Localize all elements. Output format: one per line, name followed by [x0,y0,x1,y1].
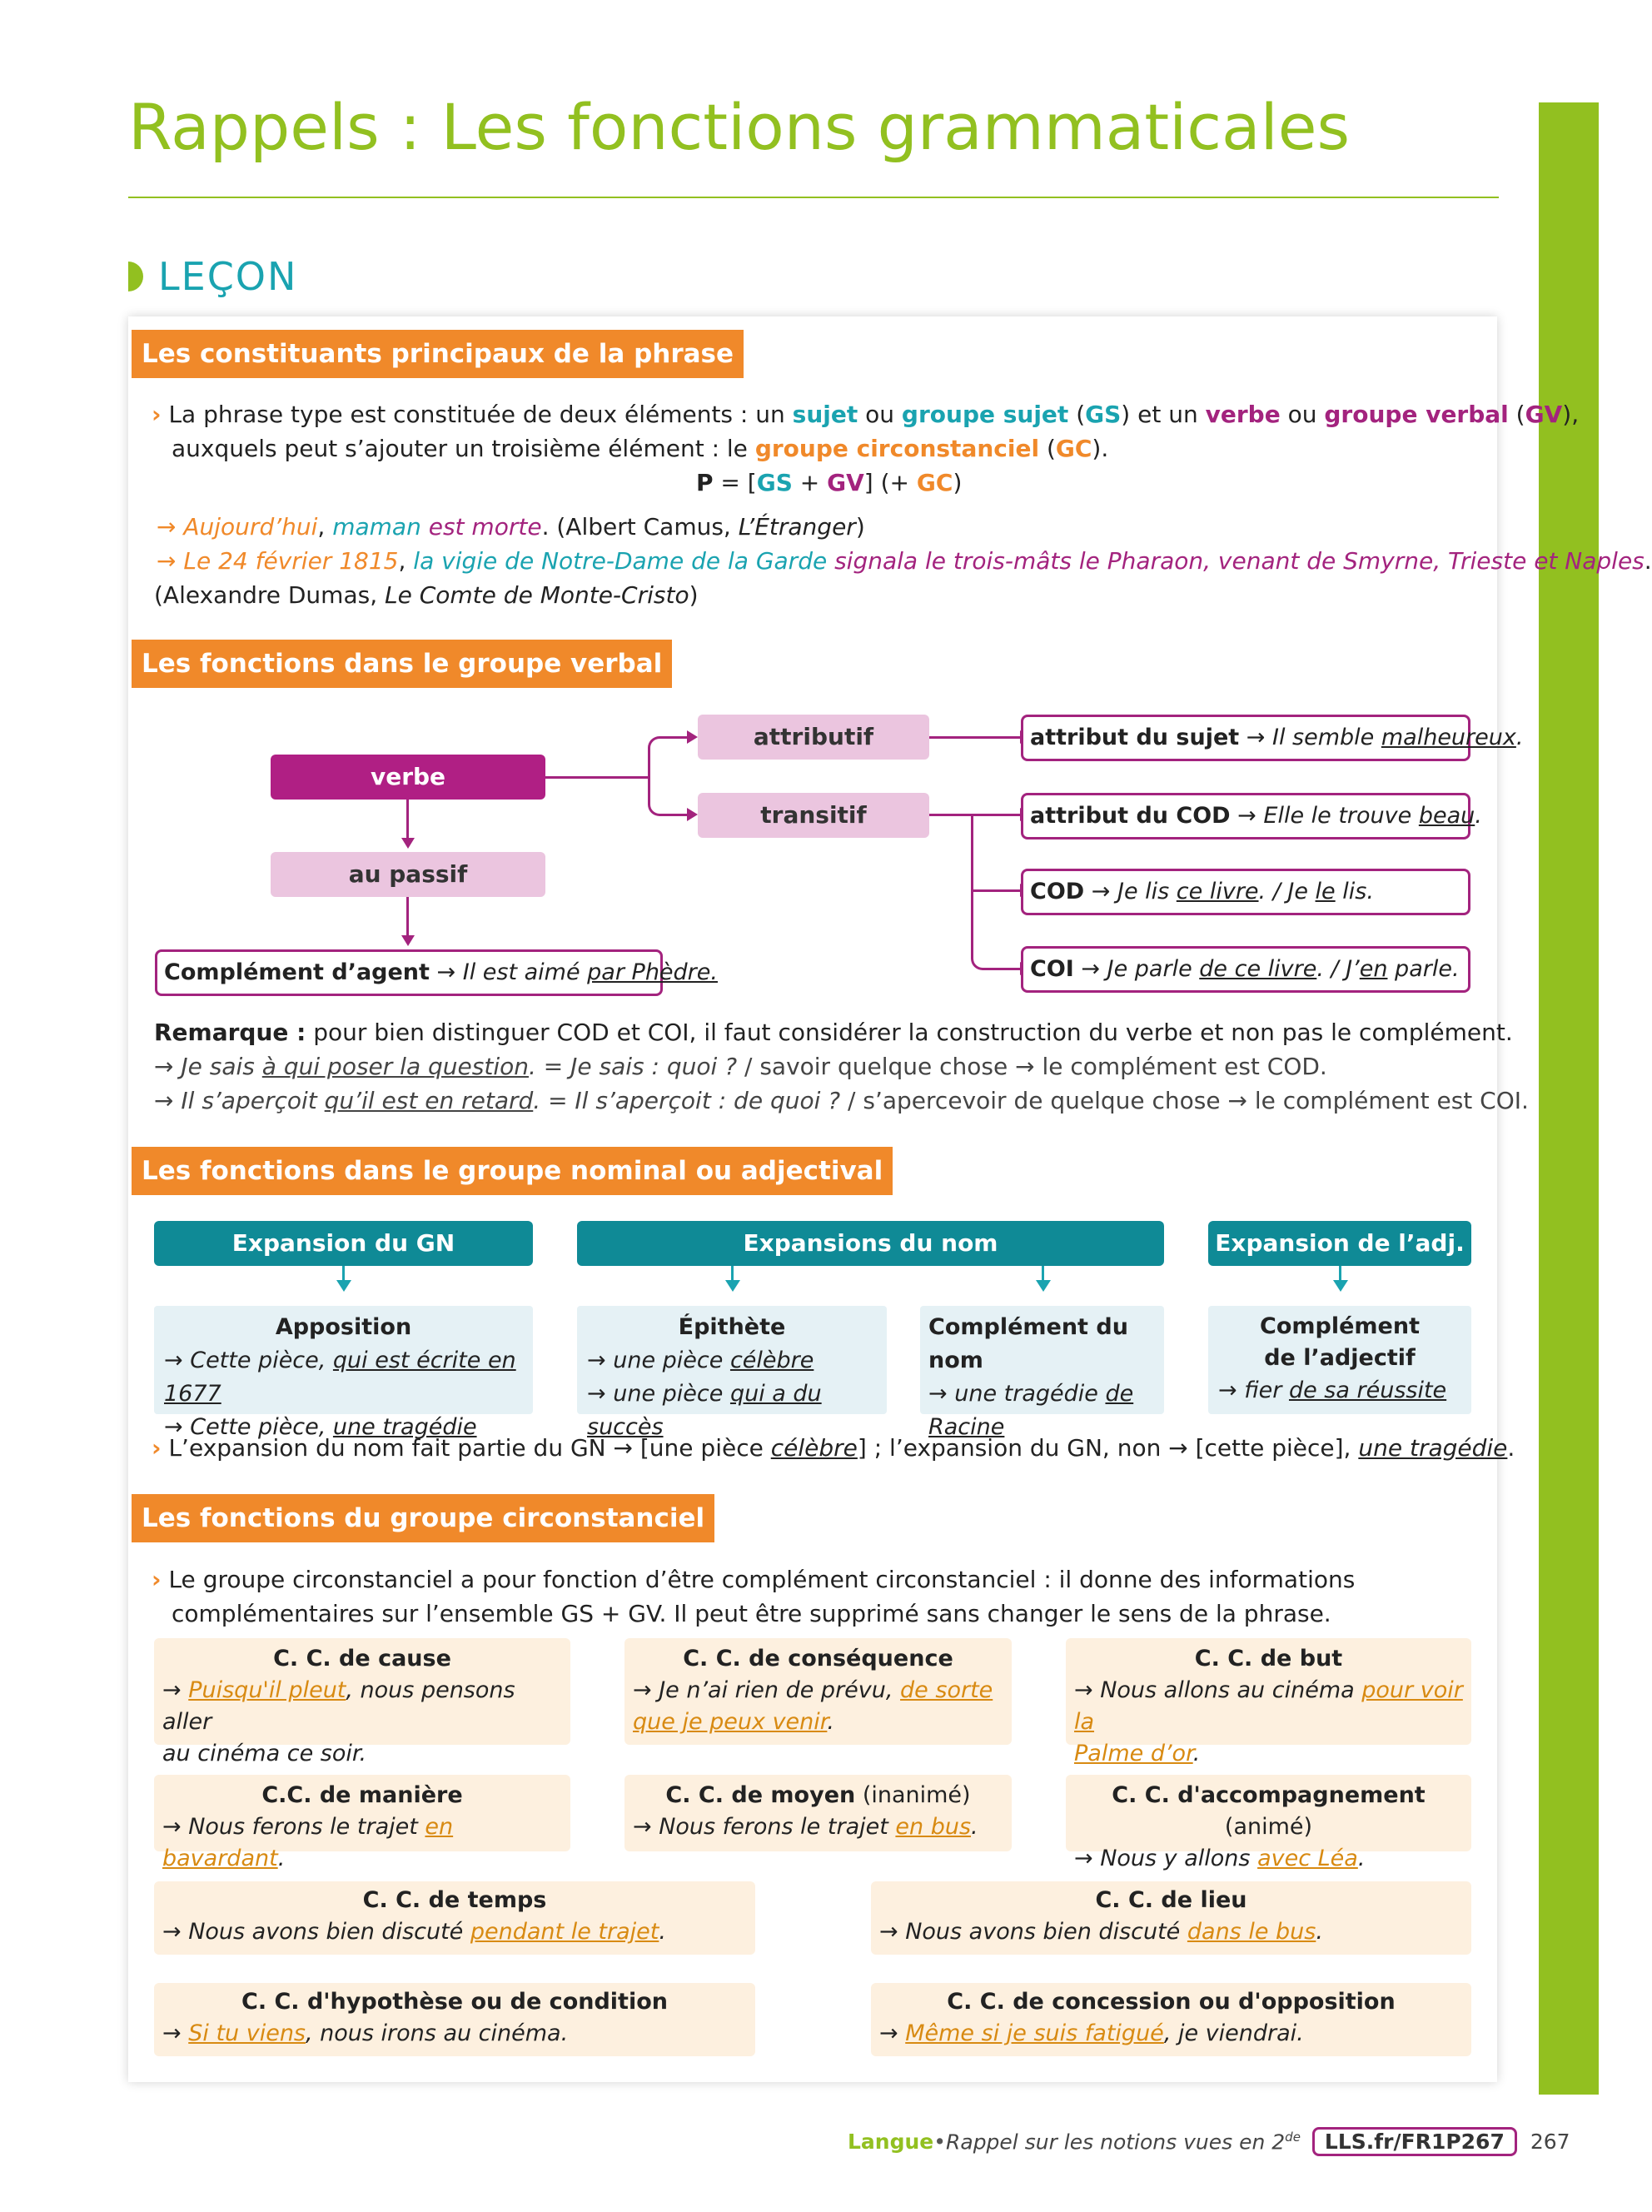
s1-example-dumas: → Le 24 février 1815, la vigie de Notre-Dame de la Garde signala le trois-mâts le Pharaon, venant de Smyrne, Trieste et Naples. [157,547,1652,575]
cc-but-title: C. C. de but [1194,1646,1343,1671]
cc-moyen-title: C. C. de moyen (inanimé) [665,1782,971,1808]
connector [671,736,688,739]
lecon-label [128,254,297,299]
attribut-cod-box: attribut du COD → Elle le trouve beau. [1021,793,1470,839]
arrow-down-icon [401,838,415,849]
complement-adjectif-box [1208,1306,1471,1414]
connector [1339,1266,1341,1281]
arrow-down-icon [1333,1280,1348,1292]
expansion-gn-header: Expansion du GN [154,1221,533,1266]
complement-nom-box [920,1306,1164,1440]
connector [545,776,649,779]
expansions-nom-header: Expansions du nom [577,1221,1164,1266]
arrow-right-icon [687,730,698,744]
arrow-down-icon [336,1280,351,1292]
connector [342,1266,345,1281]
page-footer [848,2127,1570,2156]
cc-consequence-example-cont: que je peux venir. [633,1709,834,1735]
cc-consequence-title: C. C. de conséquence [683,1646,953,1671]
apposition-example-2: → Cette pièce, une tragédie [164,1414,477,1440]
connector [406,897,409,936]
cc-but-box [1066,1638,1471,1766]
cc-lieu-example: → Nous avons bien discuté dans le bus. [879,1919,1323,1945]
coi-box: COI → Je parle de ce livre. / J’en parle. [1021,946,1470,993]
cc-but-example: → Nous allons au cinéma pour voir la [1074,1677,1463,1735]
complement-adjectif-title: Complément [1260,1313,1420,1339]
epithete-example-1: → une pièce célèbre [587,1348,814,1373]
cc-concession-box [871,1983,1471,2056]
attributif-box: attributif [698,715,929,760]
footer-separator: • [933,2130,946,2154]
cc-hypothese-box [154,1983,755,2056]
cc-lieu-box [871,1881,1471,1955]
complement-nom-example: → une tragédie de [928,1381,1134,1407]
arrow-down-icon [401,935,415,946]
epithete-box [577,1306,887,1440]
remarque: Remarque : pour bien distinguer COD et COI, il faut considérer la construction du verbe et non pas le complément. [154,1019,1513,1046]
cc-cause-example-cont: au cinéma ce soir. [162,1741,367,1766]
cc-accompagnement-box [1066,1775,1471,1871]
cc-concession-example: → Même si je suis fatigué, je viendrai. [879,2020,1304,2046]
au-passif-box: au passif [271,852,545,897]
cc-lieu-title: C. C. de lieu [1095,1887,1247,1913]
connector [731,1266,734,1281]
section-heading-groupe-verbal: Les fonctions dans le groupe verbal [132,640,672,688]
page-number: 267 [1530,2130,1570,2154]
half-disc-icon [128,262,143,291]
cc-moyen-example: → Nous ferons le trajet en bus. [633,1814,978,1840]
complement-adjectif-example: → fier de sa réussite [1218,1378,1447,1403]
chevron-icon: › [152,401,162,428]
s1-example-dumas-source: (Alexandre Dumas, Le Comte de Monte-Cristo) [154,581,699,609]
cc-concession-title: C. C. de concession ou d'opposition [947,1989,1396,2015]
cc-cause-box [154,1638,570,1766]
verbe-box: verbe [271,755,545,800]
footer-rappel: Rappel sur les notions vues en 2de [946,2129,1301,2155]
s1-example-camus: → Aujourd’hui, maman est morte. (Albert Camus, L’Étranger) [157,513,865,541]
cc-maniere-example: → Nous ferons le trajet en bavardant. [162,1814,454,1871]
cc-maniere-title: C.C. de manière [261,1782,463,1808]
chevron-icon: › [152,1566,162,1593]
cc-but-example-cont: Palme d’or. [1074,1741,1201,1766]
arrow-right-icon [687,808,698,821]
cc-cause-example: → Puisqu'il pleut, nous pensons aller [162,1677,515,1735]
complement-nom-title: Complément du nom [928,1314,1128,1373]
gn-note: › L’expansion du nom fait partie du GN → [une pièce célèbre] ; l’expansion du GN, non → [cette pièce], une tragédie. [152,1434,1515,1462]
connector [1042,1266,1044,1281]
expansion-adj-header: Expansion de l’adj. [1208,1221,1471,1266]
chevron-icon: › [152,1434,162,1462]
epithete-example-2: → une pièce qui a du succès [587,1381,822,1440]
connector [671,814,688,816]
section-heading-groupe-nominal: Les fonctions dans le groupe nominal ou adjectival [132,1147,893,1195]
s4-paragraph-line2: complémentaires sur l’ensemble GS + GV. Il peut être supprimé sans changer le sens de la phrase. [172,1600,1331,1627]
cc-hypothese-title: C. C. d'hypothèse ou de condition [241,1989,668,2015]
lecon-text: LEÇON [158,254,298,299]
epithete-title: Épithète [678,1314,786,1340]
apposition-title: Apposition [275,1314,412,1340]
footer-link[interactable]: LLS.fr/FR1P267 [1312,2127,1517,2156]
apposition-box [154,1306,533,1440]
connector [929,736,1021,739]
s1-paragraph-line1: › La phrase type est constituée de deux éléments : un sujet ou groupe sujet (GS) et un verbe ou groupe verbal (GV), [152,401,1580,428]
transitif-box: transitif [698,793,929,838]
cc-temps-title: C. C. de temps [362,1887,547,1913]
cc-accompagnement-title: C. C. d'accompagnement (animé) [1112,1782,1426,1840]
connector [994,968,1021,970]
cc-hypothese-example: → Si tu viens, nous irons au cinéma. [162,2020,569,2046]
cc-maniere-box [154,1775,570,1871]
remarque-example-cod: → Je sais à qui poser la question. = Je sais : quoi ? / savoir quelque chose → le complément est COD. [154,1053,1327,1080]
bracket-connector [648,736,673,816]
remarque-example-coi: → Il s’aperçoit qu’il est en retard. = Il s’aperçoit : de quoi ? / s’apercevoir de quelque chose → le complément est COI. [154,1087,1529,1114]
s1-formula: P = [GS + GV] (+ GC) [696,469,963,496]
cc-temps-example: → Nous avons bien discuté pendant le trajet. [162,1919,666,1945]
connector [406,800,409,839]
cc-consequence-example: → Je n’ai rien de prévu, de sorte [633,1677,993,1703]
apposition-example-1: → Cette pièce, qui est écrite en 1677 [164,1348,516,1407]
s4-paragraph-line1: › Le groupe circonstanciel a pour fonction d’être complément circonstanciel : il donne des informations [152,1566,1356,1593]
cc-consequence-box [624,1638,1012,1745]
cc-accompagnement-example: → Nous y allons avec Léa. [1074,1846,1366,1871]
attribut-sujet-box: attribut du sujet → Il semble malheureux. [1021,715,1470,761]
cc-cause-title: C. C. de cause [273,1646,451,1671]
cc-moyen-box [624,1775,1012,1851]
arrow-down-icon [725,1280,740,1292]
section-heading-circonstanciel: Les fonctions du groupe circonstanciel [132,1494,714,1542]
title-divider [128,197,1499,198]
arrow-down-icon [1036,1280,1051,1292]
complement-agent-box: Complément d’agent → Il est aimé par Phèdre. [155,949,663,996]
complement-nom-example-cont: Racine [928,1414,1005,1440]
connector [973,889,1021,892]
section-heading-constituants: Les constituants principaux de la phrase [132,330,744,378]
cod-box: COD → Je lis ce livre. / Je le lis. [1021,869,1470,915]
bracket-connector [971,815,996,970]
s1-paragraph-line2: auxquels peut s’ajouter un troisième élément : le groupe circonstanciel (GC). [172,435,1109,462]
page-title: Rappels : Les fonctions grammaticales [128,90,1351,164]
cc-temps-box [154,1881,755,1955]
complement-adjectif-title-2: de l’adjectif [1264,1345,1416,1371]
footer-langue: Langue [848,2130,934,2154]
